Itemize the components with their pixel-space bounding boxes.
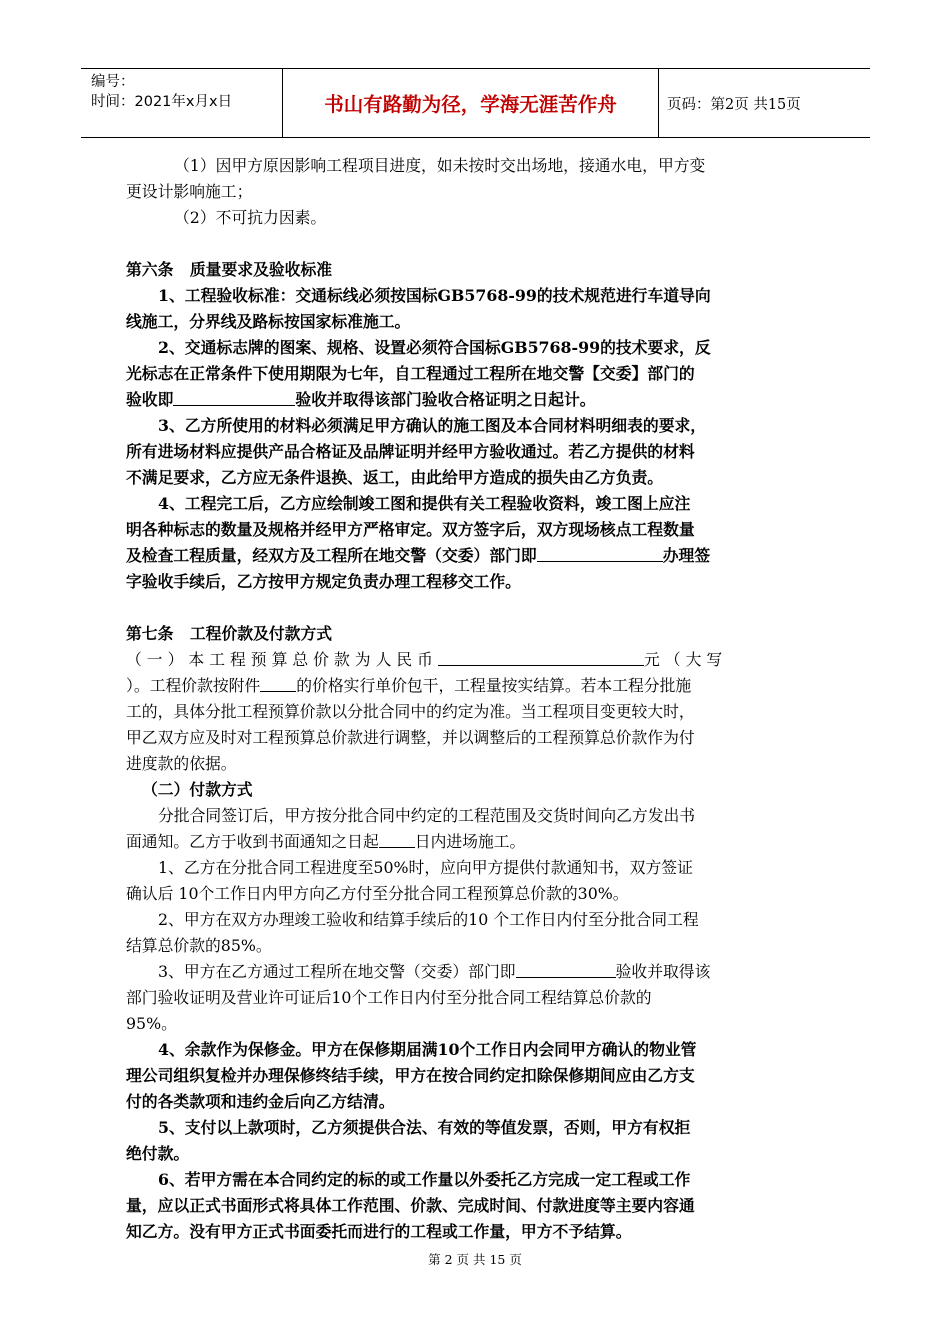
- paragraph-line: 确认后 10个工作日内甲方向乙方付至分批合同工程预算总价款的30%。: [126, 884, 629, 903]
- line-text: 验收即: [126, 390, 174, 409]
- paragraph-line: 明各种标志的数量及规格并经甲方严格审定。双方签字后，双方现场核点工程数量: [126, 520, 695, 539]
- header-page-number: 页码：第2页 共15页: [667, 96, 801, 113]
- paragraph-line: 6、若甲方需在本合同约定的标的或工作量以外委托乙方完成一定工程或工作: [158, 1170, 691, 1189]
- paragraph-line: 3、乙方所使用的材料必须满足甲方确认的施工图及本合同材料明细表的要求，: [158, 416, 707, 435]
- line-text: 验收并取得该部门验收合格证明之日起计。: [295, 390, 596, 409]
- section-6-title: 第六条 质量要求及验收标准: [126, 260, 333, 279]
- paragraph-line: [126, 675, 691, 697]
- line-text: 3、甲方在乙方通过工程所在地交警（交委）部门即: [158, 962, 516, 981]
- section-7-title: 第七条 工程价款及付款方式: [126, 624, 333, 643]
- paragraph-line: 光标志在正常条件下使用期限为七年，自工程通过工程所在地交警【交委】部门的: [126, 364, 695, 383]
- paragraph-line: [126, 649, 727, 671]
- paragraph-line: 甲乙双方应及时对工程预算总价款进行调整，并以调整后的工程预算总价款作为付: [126, 728, 695, 747]
- paragraph-line: 5、支付以上款项时，乙方须提供合法、有效的等值发票，否则，甲方有权拒: [158, 1118, 691, 1137]
- paragraph-line: 4、工程完工后，乙方应绘制竣工图和提供有关工程验收资料，竣工图上应注: [158, 494, 691, 513]
- line-text: 验收并取得该: [615, 962, 711, 981]
- line-text: 日内进场施工。: [414, 832, 526, 851]
- paragraph-line: 结算总价款的85%。: [126, 936, 272, 955]
- paragraph-line: 付的各类款项和违约金后向乙方结清。: [126, 1092, 395, 1111]
- paragraph-line: 更设计影响施工；: [126, 182, 253, 201]
- paragraph-line: 所有进场材料应提供产品合格证及品牌证明并经甲方验收通过。若乙方提供的材料: [126, 442, 695, 461]
- paragraph-line: 理公司组织复检并办理保修终结手续，甲方在按合同约定扣除保修期间应由乙方支: [126, 1066, 695, 1085]
- paragraph-line: 95%。: [126, 1014, 177, 1033]
- paragraph-line: 字验收手续后，乙方按甲方规定负责办理工程移交工作。: [126, 572, 521, 591]
- paragraph-line: 部门验收证明及营业许可证后10个工作日内付至分批合同工程结算总价款的: [126, 988, 652, 1007]
- blank-field: [516, 961, 616, 978]
- page-footer: 第 2 页 共 15 页: [428, 1252, 522, 1267]
- paragraph-line: （2）不可抗力因素。: [174, 208, 327, 227]
- paragraph-line: 4、余款作为保修金。甲方在保修期届满10个工作日内会同甲方确认的物业管: [158, 1040, 697, 1059]
- blank-field: [537, 545, 663, 562]
- subsection-title: （二）付款方式: [142, 780, 253, 799]
- paragraph-line: 分批合同签订后，甲方按分批合同中约定的工程范围及交货时间向乙方发出书: [158, 806, 696, 825]
- paragraph-line: 线施工，分界线及路标按国家标准施工。: [126, 312, 411, 331]
- paragraph-line: [126, 831, 525, 853]
- paragraph-line: [158, 961, 710, 983]
- paragraph-line: 不满足要求，乙方应无条件退换、返工，由此给甲方造成的损失由乙方负责。: [126, 468, 664, 487]
- blank-field: [260, 675, 296, 692]
- paragraph-line: 2、交通标志牌的图案、规格、设置必须符合国标GB5768-99的技术要求，反: [158, 338, 711, 357]
- page-header: [81, 68, 870, 138]
- paragraph-line: 工的，具体分批工程预算价款以分批合同中的约定为准。当工程项目变更较大时，: [126, 702, 695, 721]
- paragraph-line: 量，应以正式书面形式将具体工作范围、价款、完成时间、付款进度等主要内容通: [126, 1196, 695, 1215]
- header-meta: [81, 69, 283, 137]
- line-text: 办理签: [662, 546, 711, 565]
- paragraph-line: 进度款的依据。: [126, 754, 237, 773]
- paragraph-line: （1）因甲方原因影响工程项目进度，如未按时交出场地，接通水电，甲方变: [174, 156, 706, 175]
- paragraph-line: 绝付款。: [126, 1144, 190, 1163]
- paragraph-line: 1、工程验收标准：交通标线必须按国标GB5768-99的技术规范进行车道导向: [158, 286, 711, 305]
- line-text: （一）本工程预算总价款为人民币: [126, 650, 438, 669]
- paragraph-line: [126, 545, 710, 567]
- line-text: 及检查工程质量，经双方及工程所在地交警（交委）部门即: [126, 546, 537, 565]
- paragraph-line: 知乙方。没有甲方正式书面委托而进行的工程或工作量，甲方不予结算。: [126, 1222, 632, 1241]
- paragraph-line: 2、甲方在双方办理竣工验收和结算手续后的10 个工作日内付至分批合同工程: [158, 910, 699, 929]
- line-text: 的价格实行单价包干，工程量按实结算。若本工程分批施: [296, 676, 692, 695]
- line-text: ）。工程价款按附件: [126, 676, 261, 695]
- blank-field: [379, 831, 415, 848]
- line-text: 面通知。乙方于收到书面通知之日起: [126, 832, 379, 851]
- blank-field: [173, 389, 295, 406]
- document-date-label: 时间：2021年x月x日: [91, 94, 233, 110]
- document-number-label: 编号：: [91, 74, 135, 90]
- paragraph-line: [126, 389, 596, 411]
- line-text: 元（大写: [643, 650, 728, 669]
- header-motto: 书山有路勤为径，学海无涯苦作舟: [283, 69, 659, 137]
- blank-field: [438, 649, 644, 666]
- paragraph-line: 1、乙方在分批合同工程进度至50%时，应向甲方提供付款通知书，双方签证: [158, 858, 693, 877]
